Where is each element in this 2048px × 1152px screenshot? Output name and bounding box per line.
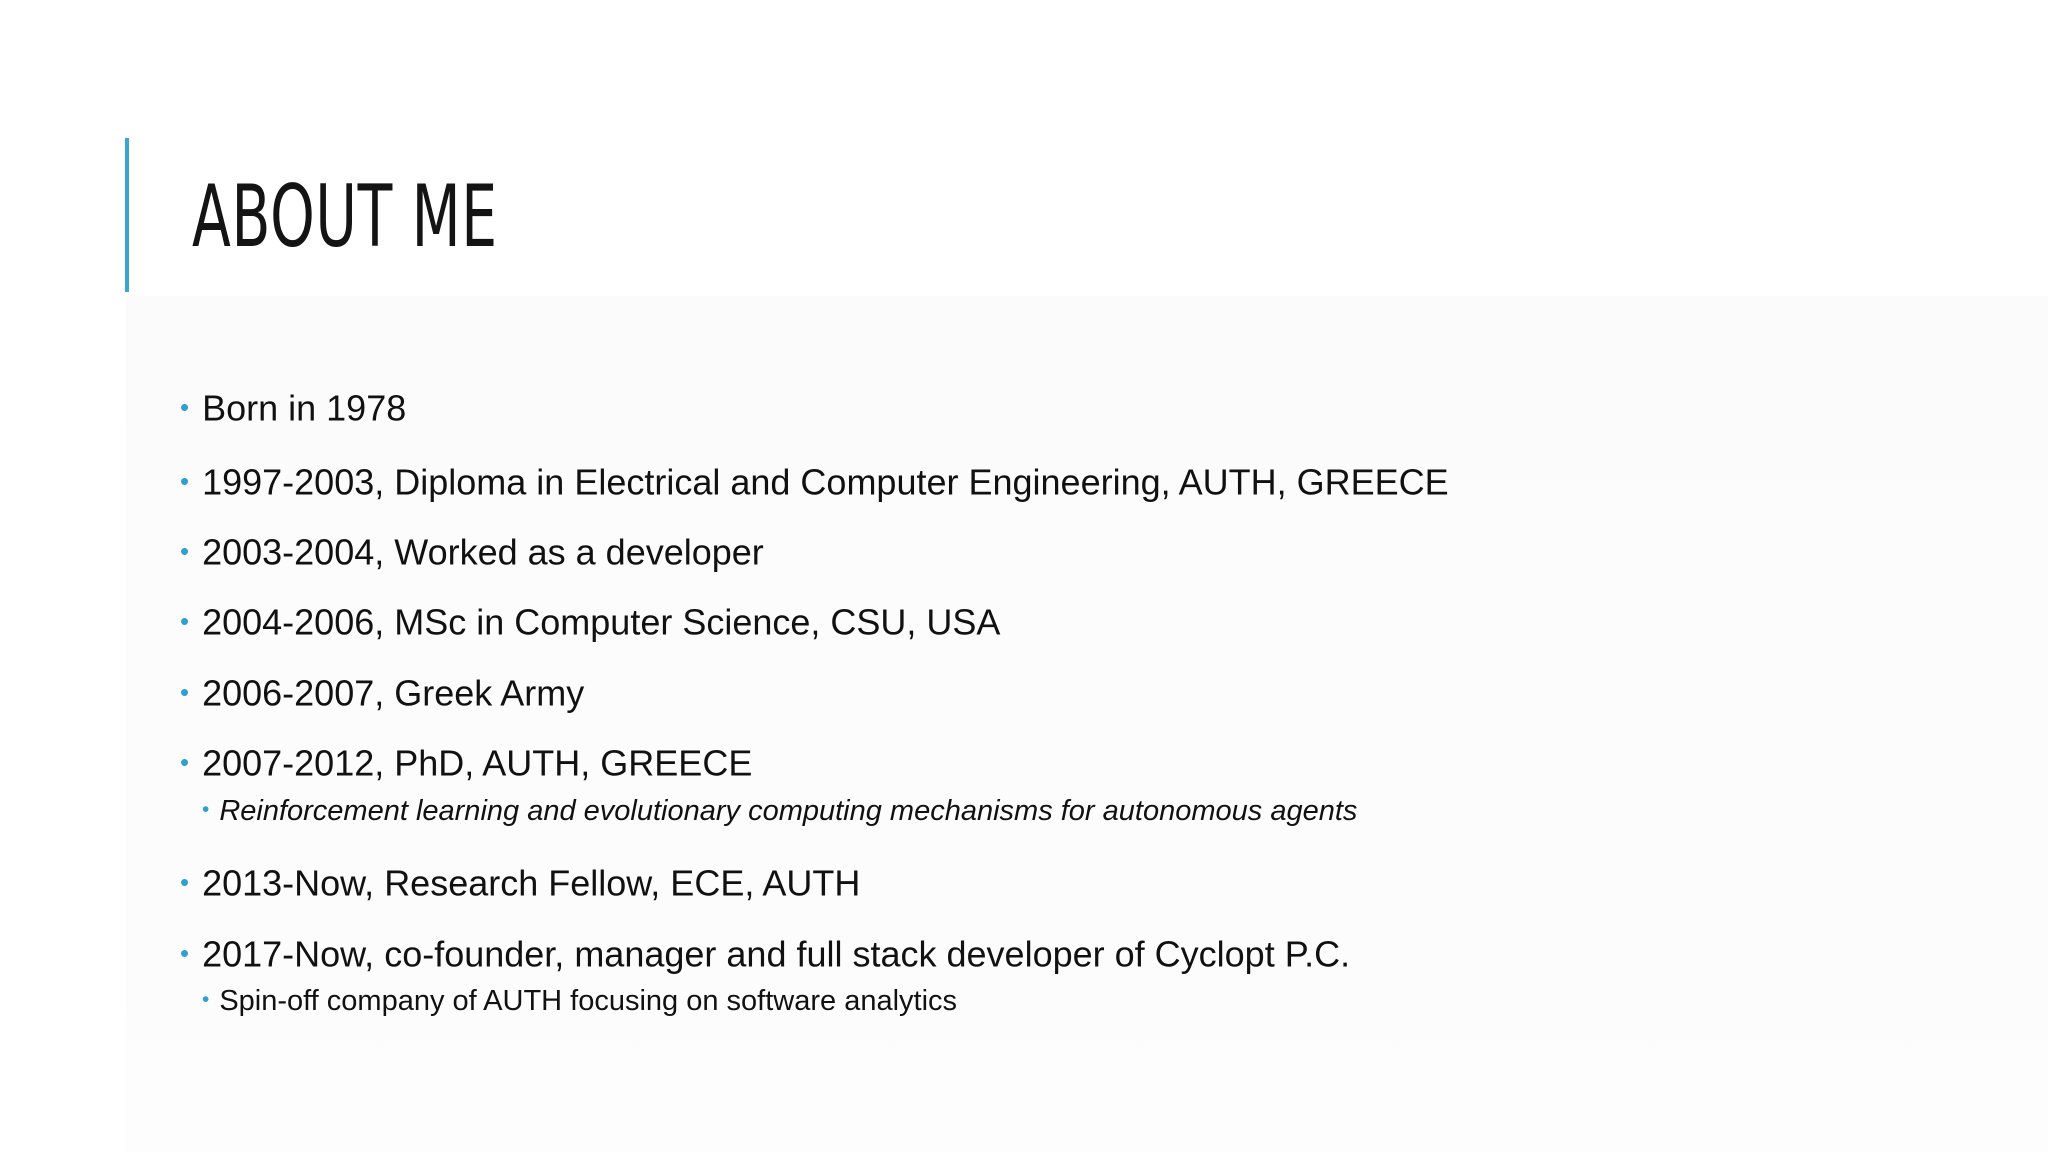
bullet-item: [180, 460, 1449, 505]
bullet-text: Reinforcement learning and evolutionary computing mechanisms for autonomous agents: [219, 794, 1358, 827]
bullet-icon: •: [180, 869, 190, 897]
bullet-text: 2007-2012, PhD, AUTH, GREECE: [202, 742, 753, 784]
bullet-text: 2004-2006, MSc in Computer Science, CSU, USA: [202, 601, 1001, 643]
bullet-icon: •: [180, 940, 190, 968]
bullet-text: 2017-Now, co-founder, manager and full stack developer of Cyclopt P.C.: [202, 933, 1351, 975]
sub-bullet-item: [202, 792, 1357, 829]
bullet-item: [180, 386, 406, 431]
bullet-item: [180, 741, 752, 786]
bullet-item: [180, 671, 584, 716]
bullet-text: 2013-Now, Research Fellow, ECE, AUTH: [202, 862, 861, 904]
bullet-item: [180, 600, 1000, 645]
bullet-icon: •: [180, 679, 190, 707]
bullet-icon: •: [180, 749, 190, 777]
bullet-icon: •: [180, 538, 190, 566]
bullet-item: [180, 932, 1350, 977]
bullet-text: 2006-2007, Greek Army: [202, 672, 585, 714]
bullet-icon: •: [202, 988, 210, 1011]
bullet-icon: •: [180, 608, 190, 636]
bullet-text: Born in 1978: [202, 387, 407, 429]
bullet-text: 1997-2003, Diploma in Electrical and Computer Engineering, AUTH, GREECE: [202, 461, 1449, 503]
slide-title: ABOUT ME: [192, 167, 498, 267]
bullet-item: [180, 861, 860, 906]
bullet-text: Spin-off company of AUTH focusing on software analytics: [219, 984, 958, 1017]
bullet-text: 2003-2004, Worked as a developer: [202, 531, 764, 573]
bullet-icon: •: [180, 394, 190, 422]
bullet-item: [180, 530, 764, 575]
sub-bullet-item: [202, 982, 957, 1019]
bullet-icon: •: [180, 468, 190, 496]
bullet-icon: •: [202, 798, 210, 821]
